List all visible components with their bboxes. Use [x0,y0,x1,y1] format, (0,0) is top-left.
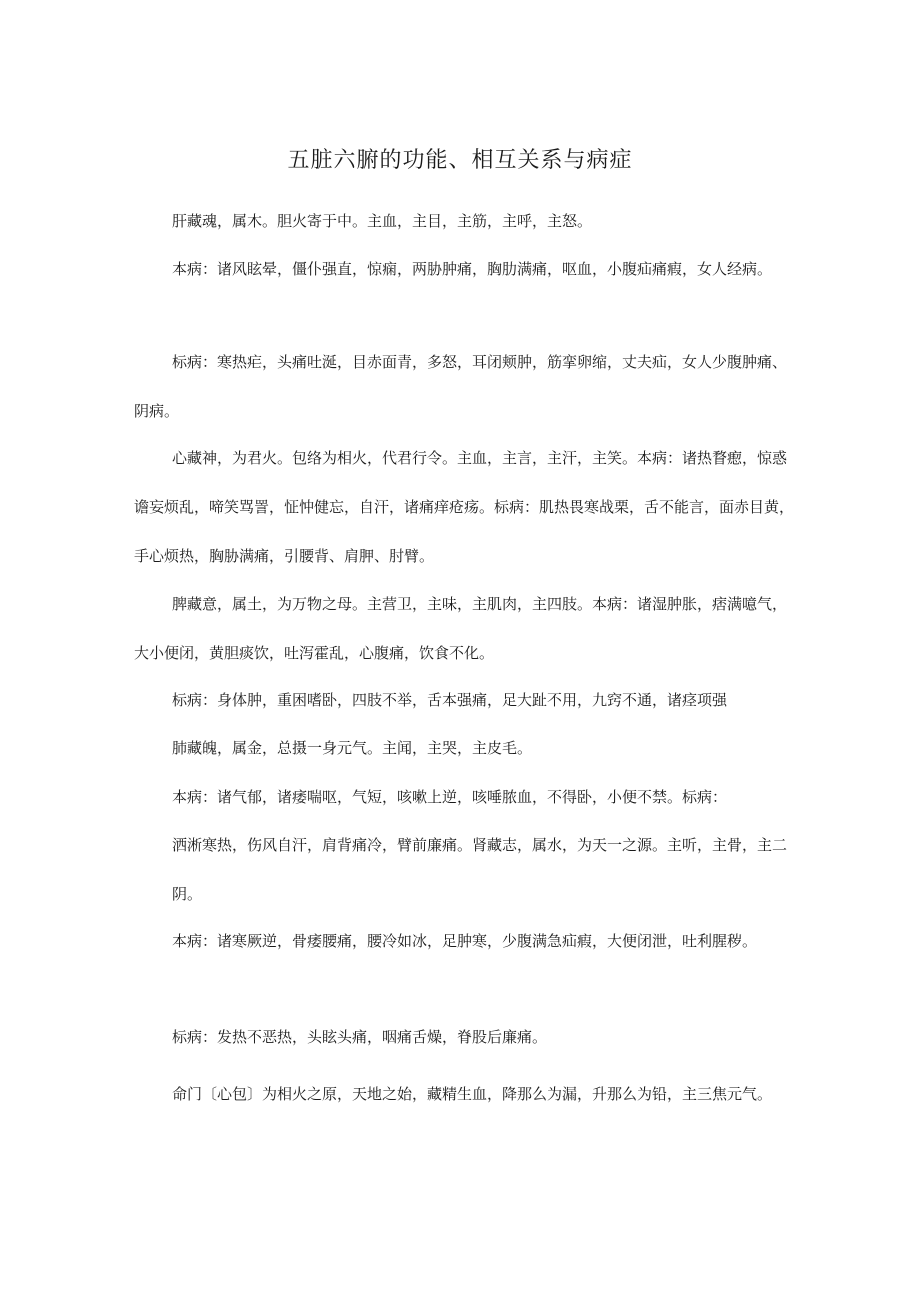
paragraph-lung: 肺藏魄，属金，总摄一身元气。主闻，主哭，主皮毛。 [172,739,533,757]
paragraph-liver-branch-disease: 标病：寒热疟，头痛吐涎，目赤面青，多怒，耳闭颊肿，筋挛卵缩，丈夫疝，女人少腹肿痛、阴病。 [134,353,788,420]
paragraph-liver: 肝藏魂，属木。胆火寄于中。主血，主目，主筋，主呼，主怒。 [172,212,593,230]
paragraph-lung-root-disease: 本病：诸气郁，诸痿喘呕，气短，咳嗽上逆，咳唾脓血，不得卧，小便不禁。标病： [172,788,728,806]
paragraph-kidney: 洒淅寒热，伤风自汗，肩背痛冷，臂前廉痛。肾藏志，属水，为天一之源。主听，主骨，主二阴。 [172,836,788,903]
paragraph-spleen: 脾藏意，属土，为万物之母。主营卫，主味，主肌肉，主四肢。本病：诸湿肿胀，痞满噫气，大小便闭，黄胆痰饮，吐泻霍乱，心腹痛，饮食不化。 [134,595,788,662]
paragraph-kidney-root-disease: 本病：诸寒厥逆，骨痿腰痛，腰冷如冰，足肿寒，少腹满急疝瘕，大便闭泄，吐利腥秽。 [172,932,758,950]
page-title: 五脏六腑的功能、相互关系与病症 [287,148,633,173]
paragraph-heart: 心藏神，为君火。包络为相火，代君行令。主血，主言，主汗，主笑。本病：诸热瞀瘛，惊惑谵妄烦乱，啼笑骂詈，怔忡健忘，自汗，诸痛痒疮疡。标病：肌热畏寒战栗，舌不能言，面赤目黄，手心烦热，胸胁满痛，引腰背、肩胛、肘臂。 [134,449,795,565]
paragraph-spleen-branch-disease: 标病：身体肿，重困嗜卧，四肢不举，舌本强痛，足大趾不用，九窍不通，诸痉项强 [172,691,728,709]
paragraph-liver-root-disease: 本病：诸风眩晕，僵仆强直，惊痫，两胁肿痛，胸肋满痛，呕血，小腹疝痛瘕，女人经病。 [172,260,773,278]
paragraph-mingmen: 命门〔心包〕为相火之原，天地之始，藏精生血，降那么为漏，升那么为铅，主三焦元气。 [172,1085,773,1103]
paragraph-kidney-branch-disease: 标病：发热不恶热，头眩头痛，咽痛舌燥，脊股后廉痛。 [172,1028,548,1046]
